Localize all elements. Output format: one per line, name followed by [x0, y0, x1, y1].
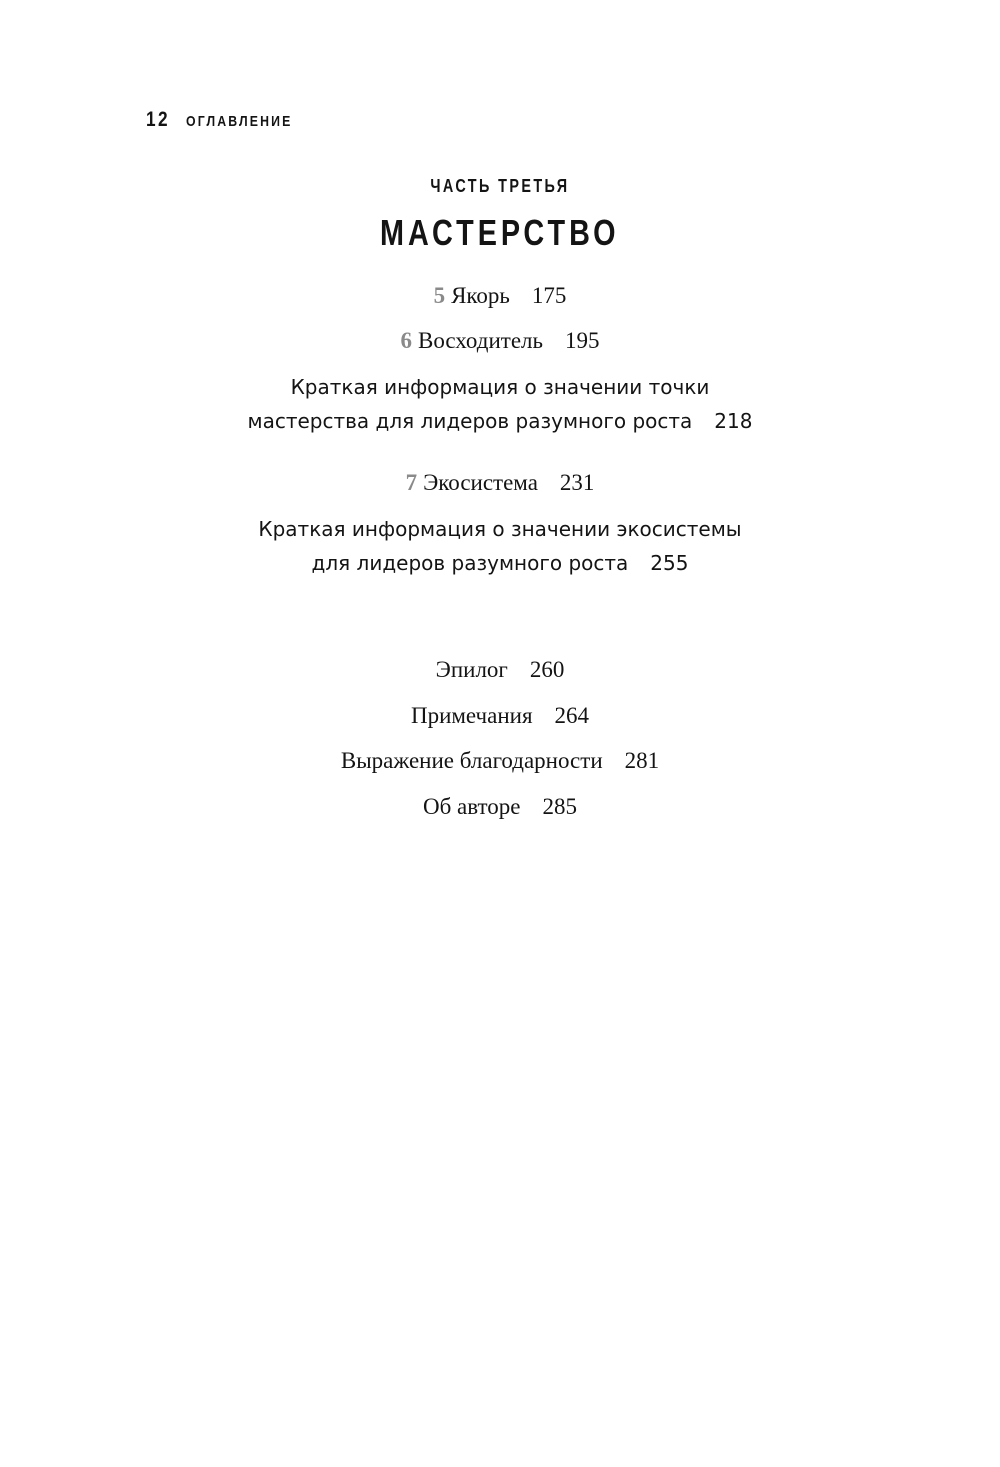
toc-entry-chapter-5[interactable] — [0, 283, 1000, 309]
chapter-page: 175 — [531, 283, 567, 308]
chapter-number: 6 — [400, 328, 412, 353]
toc-entry-notes[interactable] — [0, 703, 1000, 729]
chapter-title: Экосистема — [423, 470, 538, 495]
summary-page: 255 — [650, 551, 689, 575]
part-title-text: МАСТЕРСТВО — [380, 212, 620, 253]
entry-page: 264 — [554, 703, 590, 728]
summary-text: Краткая информация о значении точки — [290, 375, 710, 399]
running-head-section: ОГЛАВЛЕНИЕ — [186, 113, 293, 130]
entry-page: 281 — [624, 748, 660, 773]
entry-title: Примечания — [410, 703, 533, 728]
part-title — [0, 212, 1000, 254]
chapter-page: 231 — [559, 470, 595, 495]
entry-title: Выражение благодарности — [340, 748, 603, 773]
entry-title: Об авторе — [422, 794, 521, 819]
running-head — [146, 108, 316, 134]
entry-page: 260 — [529, 657, 565, 682]
part-label — [0, 176, 1000, 197]
summary-text: мастерства для лидеров разумного роста — [247, 409, 693, 433]
toc-entry-about-author[interactable] — [0, 794, 1000, 820]
toc-summary-2-line2[interactable] — [0, 551, 1000, 575]
summary-page: 218 — [714, 409, 753, 433]
chapter-number: 7 — [405, 470, 418, 495]
toc-entry-epilogue[interactable] — [0, 657, 1000, 683]
chapter-title: Якорь — [451, 283, 510, 308]
chapter-title: Восходитель — [417, 328, 544, 353]
summary-text: Краткая информация о значении экосистемы — [258, 517, 742, 541]
toc-entry-chapter-6[interactable] — [0, 328, 1000, 354]
chapter-page: 195 — [565, 328, 600, 353]
toc-summary-2-line1[interactable] — [0, 517, 1000, 541]
entry-page: 285 — [542, 794, 577, 819]
toc-entry-acknowledgements[interactable] — [0, 748, 1000, 774]
toc-entry-chapter-7[interactable] — [0, 470, 1000, 496]
entry-title: Эпилог — [435, 657, 508, 682]
toc-summary-1-line2[interactable] — [0, 409, 1000, 433]
chapter-number: 5 — [433, 283, 446, 308]
part-label-text: ЧАСТЬ ТРЕТЬЯ — [430, 176, 570, 196]
page-number: 12 — [146, 108, 171, 131]
toc-summary-1-line1[interactable] — [0, 375, 1000, 399]
summary-text: для лидеров разумного роста — [311, 551, 629, 575]
